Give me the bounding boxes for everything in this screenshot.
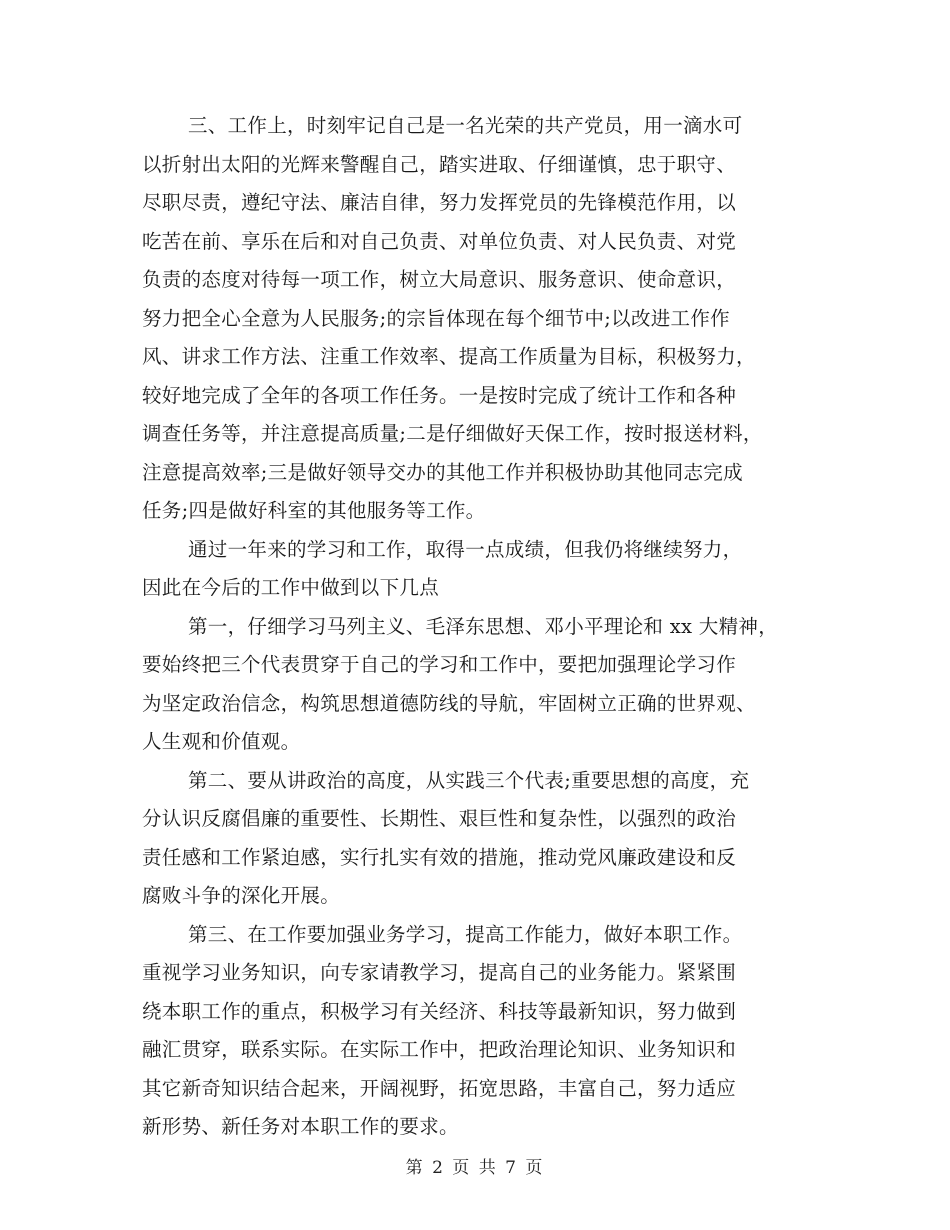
text-line: 通过一年来的学习和工作，取得一点成绩，但我仍将继续努力， <box>188 537 743 561</box>
paragraph-summary <box>142 531 822 608</box>
document-body <box>142 107 822 1147</box>
text-line: 为坚定政治信念，构筑思想道德防线的导航，牢固树立正确的世界观、 <box>142 691 756 715</box>
text-line: 重视学习业务知识，向专家请教学习，提高自己的业务能力。紧紧围 <box>142 961 737 984</box>
text-line: 负责的态度对待每一项工作，树立大局意识、服务意识、使命意识， <box>142 268 737 291</box>
text-line: 其它新奇知识结合起来，开阔视野，拓宽思路，丰富自己，努力适应 <box>142 1076 737 1100</box>
text-line: 责任感和工作紧迫感，实行扎实有效的措施，推动党风廉政建设和反 <box>142 845 737 869</box>
text-line: 因此在今后的工作中做到以下几点 <box>142 576 440 599</box>
text-line: 新形势、新任务对本职工作的要求。 <box>142 1115 459 1138</box>
text-line: 调查任务等，并注意提高质量;二是仔细做好天保工作，按时报送材料， <box>142 422 763 445</box>
text-line: 风、讲求工作方法、注重工作效率、提高工作质量为目标，积极努力， <box>142 345 756 368</box>
text-line: 任务;四是做好科室的其他服务等工作。 <box>142 499 486 522</box>
text-line: 融汇贯穿，联系实际。在实际工作中，把政治理论知识、业务知识和 <box>142 1038 737 1061</box>
text-line: 腐败斗争的深化开展。 <box>142 884 341 907</box>
text-line: 注意提高效率;三是做好领导交办的其他工作并积极协助其他同志完成 <box>142 460 743 484</box>
text-line: 较好地完成了全年的各项工作任务。一是按时完成了统计工作和各种 <box>142 383 737 407</box>
paragraph-third-point <box>142 916 822 1147</box>
paragraph-first-point <box>142 608 822 762</box>
text-line: 第二、要从讲政治的高度，从实践三个代表;重要思想的高度，充 <box>188 768 750 792</box>
page-number-footer: 第 2 页 共 7 页 <box>405 1158 545 1178</box>
text-line: 第三、在工作要加强业务学习，提高工作能力，做好本职工作。 <box>188 922 743 946</box>
text-line: 分认识反腐倡廉的重要性、长期性、艰巨性和复杂性，以强烈的政治 <box>142 807 737 830</box>
text-line: 第一，仔细学习马列主义、毛泽东思想、邓小平理论和 xx 大精神， <box>188 614 778 638</box>
text-line: 绕本职工作的重点，积极学习有关经济、科技等最新知识，努力做到 <box>142 999 737 1023</box>
text-line: 人生观和价值观。 <box>142 730 301 753</box>
paragraph-work <box>142 107 822 531</box>
text-line: 吃苦在前、享乐在后和对自己负责、对单位负责、对人民负责、对党 <box>142 229 737 253</box>
text-line: 努力把全心全意为人民服务;的宗旨体现在每个细节中;以改进工作作 <box>142 306 730 330</box>
text-line: 以折射出太阳的光辉来警醒自己，踏实进取、仔细谨慎，忠于职守、 <box>142 152 737 176</box>
paragraph-second-point <box>142 762 822 916</box>
text-line: 要始终把三个代表贯穿于自己的学习和工作中，要把加强理论学习作 <box>142 653 737 676</box>
text-line: 三、工作上，时刻牢记自己是一名光荣的共产党员，用一滴水可 <box>188 114 743 137</box>
text-line: 尽职尽责，遵纪守法、廉洁自律，努力发挥党员的先锋模范作用，以 <box>142 191 737 214</box>
